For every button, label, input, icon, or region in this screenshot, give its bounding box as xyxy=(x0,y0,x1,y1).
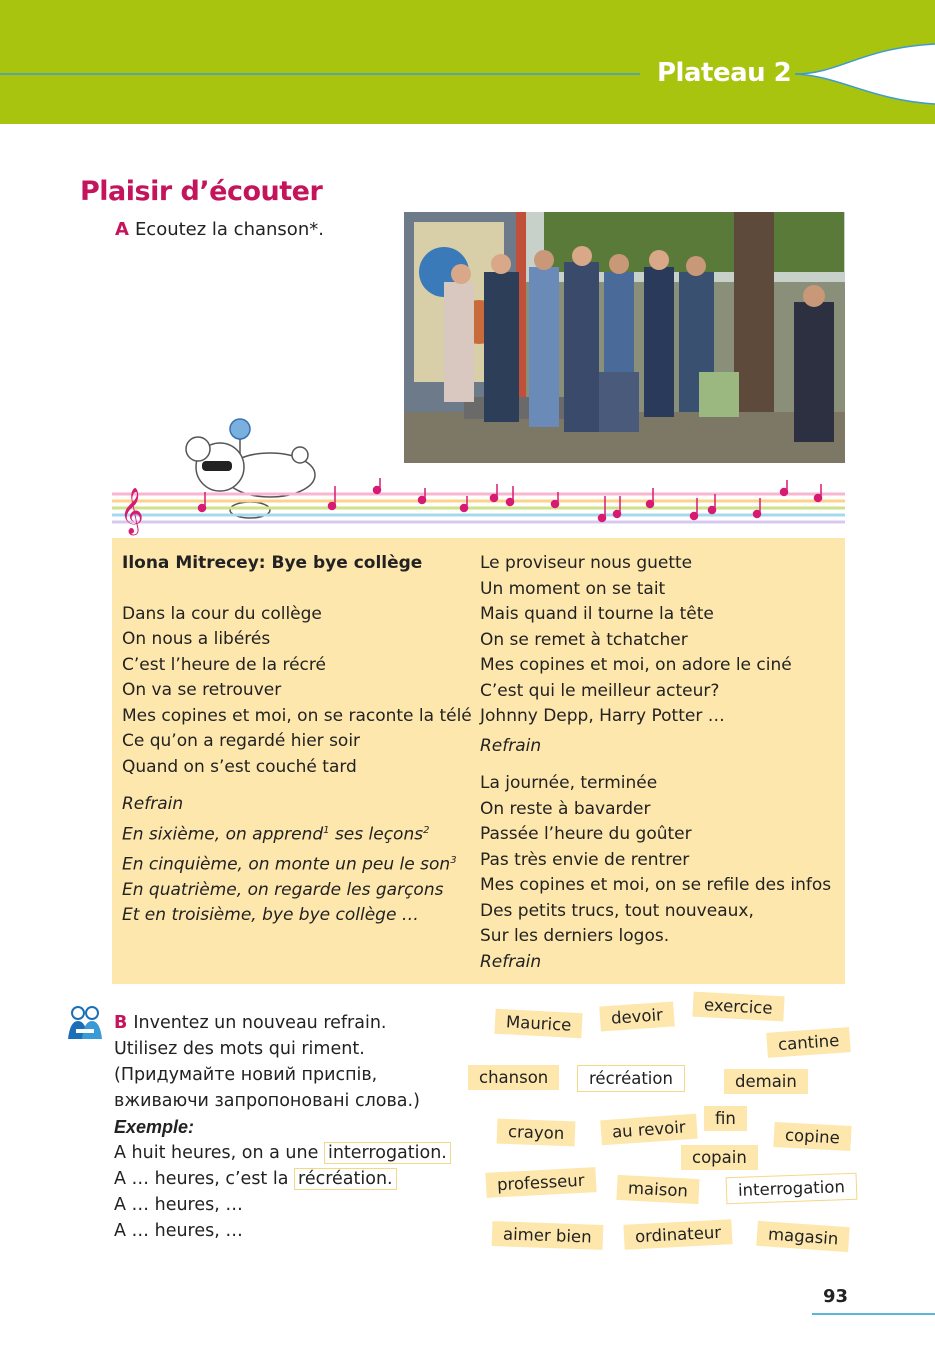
lyric-line: Mais quand il tourne la tête xyxy=(480,604,714,624)
lyric-line: Mes copines et moi, on se raconte la télé xyxy=(122,705,472,726)
task-b-line: (Придумайте новий приспів, xyxy=(114,1065,378,1085)
word-card: magasin xyxy=(756,1221,850,1252)
lyric-line: C’est l’heure de la récré xyxy=(122,654,326,675)
lyric-line: Quand on s’est couché tard xyxy=(122,756,357,777)
word-card: exercice xyxy=(692,992,784,1022)
refrain-line: En quatrième, on regarde les garçons xyxy=(122,879,444,900)
word-card: aimer bien xyxy=(492,1221,603,1250)
song-lyrics-box xyxy=(112,538,845,984)
task-b-letter: B xyxy=(114,1013,128,1033)
lyric-line: Johnny Depp, Harry Potter … xyxy=(480,706,725,726)
example-line: A … heures, … xyxy=(114,1221,243,1241)
word-card: cantine xyxy=(766,1027,851,1058)
word-card: professeur xyxy=(485,1167,596,1198)
example-line: A huit heures, on a une interrogation. xyxy=(114,1140,451,1166)
word-card: maison xyxy=(616,1175,699,1204)
word-card: copain xyxy=(681,1145,758,1170)
task-a xyxy=(115,219,324,240)
lyric-line: Un moment on se tait xyxy=(480,578,666,599)
unit-title: Plateau 2 xyxy=(657,58,792,88)
music-staff-decoration xyxy=(112,478,845,538)
refrain-line: Et en troisième, bye bye collège … xyxy=(122,905,419,926)
exemple-label: Exemple: xyxy=(114,1117,195,1137)
task-b-line: Inventez un nouveau refrain. xyxy=(133,1013,387,1033)
song-title: Ilona Mitrecey: Bye bye collège xyxy=(122,553,423,573)
word-card: crayon xyxy=(497,1119,576,1147)
example-word: récréation. xyxy=(294,1168,397,1190)
word-card: Maurice xyxy=(494,1009,583,1039)
lyrics-right-column xyxy=(480,551,840,975)
lyric-line: Le proviseur nous guette xyxy=(480,553,693,573)
word-card: fin xyxy=(704,1106,747,1131)
word-card: interrogation xyxy=(726,1173,858,1205)
task-a-letter: A xyxy=(115,219,129,240)
lyrics-left-column xyxy=(122,551,472,929)
task-b-line: вживаючи запропоновані слова.) xyxy=(114,1091,420,1111)
lyric-line: Pas très envie de rentrer xyxy=(480,849,690,870)
lyric-line: On se remet à tchatcher xyxy=(480,629,688,650)
section-title: Plaisir d’écouter xyxy=(80,176,323,207)
word-card: copine xyxy=(773,1122,851,1151)
lyric-line: Dans la cour du collège xyxy=(122,603,322,624)
page-number: 93 xyxy=(823,1286,849,1307)
word-card: récréation xyxy=(577,1065,685,1092)
task-b-line: Utilisez des mots qui riment. xyxy=(114,1039,365,1059)
lyric-line: Mes copines et moi, on adore le ciné xyxy=(480,655,792,675)
refrain-line: En sixième, on apprend$^1$ ses leçons$^2$ xyxy=(122,824,430,845)
header-wave-decoration xyxy=(0,0,935,124)
lyric-line: C’est qui le meilleur acteur? xyxy=(480,680,720,701)
example-line: A … heures, c’est la récréation. xyxy=(114,1166,451,1192)
refrain-label: Refrain xyxy=(480,735,542,756)
example-word: interrogation. xyxy=(324,1142,451,1164)
word-card: chanson xyxy=(468,1065,559,1090)
svg-text:𝄞: 𝄞 xyxy=(120,488,144,534)
lyric-line: Passée l’heure du goûter xyxy=(480,824,692,844)
lyric-line: La journée, terminée xyxy=(480,773,658,793)
word-card: au revoir xyxy=(600,1114,697,1146)
students-photo xyxy=(404,212,845,463)
refrain-label: Refrain xyxy=(480,951,542,972)
task-b xyxy=(114,1010,451,1244)
page-number-underline xyxy=(812,1313,935,1315)
lyric-line: Ce qu’on a regardé hier soir xyxy=(122,731,361,751)
header-band xyxy=(0,0,935,124)
lyric-line: On nous a libérés xyxy=(122,629,271,649)
word-card: demain xyxy=(724,1069,808,1094)
task-a-text: Ecoutez la chanson*. xyxy=(134,219,324,240)
lyric-line: On va se retrouver xyxy=(122,680,282,700)
pair-work-icon xyxy=(66,1003,104,1043)
lyric-line: Des petits trucs, tout nouveaux, xyxy=(480,900,754,921)
refrain-line: En cinquième, on monte un peu le son$^3$ xyxy=(122,854,457,875)
example-line: A … heures, … xyxy=(114,1195,243,1215)
word-card: devoir xyxy=(599,1001,674,1031)
refrain-label: Refrain xyxy=(122,794,184,814)
lyric-line: Sur les derniers logos. xyxy=(480,926,670,946)
lyric-line: On reste à bavarder xyxy=(480,798,651,819)
word-card: ordinateur xyxy=(623,1219,732,1250)
lyric-line: Mes copines et moi, on se refile des infos xyxy=(480,875,832,895)
